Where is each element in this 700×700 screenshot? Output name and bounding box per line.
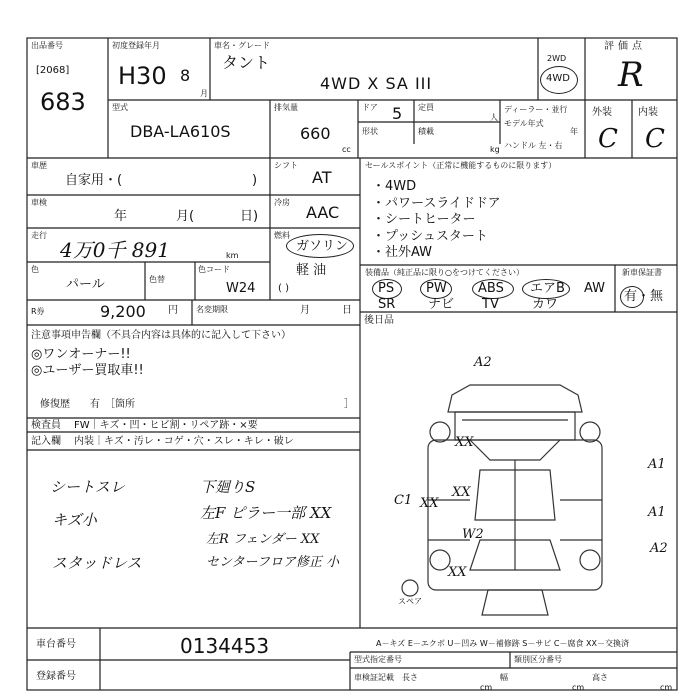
code-legend: A－キズ E－エクボ U－凹み W－補修跡 S－サビ C－腐食 XX－交換済 [376,639,630,648]
equipment-label: 装備品（純正品に限り○をつけてください） [365,268,524,277]
aircon-label: 冷房 [274,198,290,207]
score-ext: C [598,124,618,154]
selling-point: ・社外AW [372,245,433,260]
score-ext-label: 外装 [592,107,612,118]
recycle-unit: 円 [168,305,178,316]
history-value: 自家用・( [65,173,123,188]
chassis-value: 0134453 [180,634,270,658]
equip-abs: ABS [478,281,504,296]
mileage-unit: km [226,251,239,260]
mileage-label: 走行 [31,231,47,240]
doors-label: ドア [362,103,378,112]
car-name: タント [222,53,271,72]
footer-dims: 車検証記載 [354,673,394,682]
diagram-mark: A1 [648,505,666,520]
fuel-paren: ( ) [278,283,289,294]
hand-note-right: 左F ピラー一部 XX [200,504,332,522]
legend-row1: FW｜キズ・凹・ヒビ割・リペア跡・×要 [74,420,258,431]
diagram-spare: スペア [398,597,422,606]
legend-row2: 内装｜キズ・汚レ・コゲ・穴・スレ・キレ・破レ [74,436,294,447]
footer-class-no: 類別区分番号 [514,655,562,664]
color-value: パール [66,277,105,292]
model-label: 型式 [112,103,128,112]
shift-label: シフト [274,161,298,170]
equip-airbag: エアB [530,281,565,296]
warranty-label: 新車保証書 [622,268,662,277]
diagram-mark: C1 [394,493,413,508]
inspection-day: 日) [240,209,259,224]
recycle-limit-label: 名変期限 [196,305,228,314]
first-reg-year: H30 [118,62,167,90]
inspection-year: 年 [114,209,128,224]
score-int: C [645,124,665,154]
footer-type-no: 型式指定番号 [354,655,402,664]
dealer-model-year: モデル年式 [504,119,544,128]
diagram-mark: XX [420,496,439,511]
load-unit: kg [490,145,500,154]
first-reg-label: 初度登録年月 [112,41,160,50]
first-reg-month-unit: 月 [200,89,208,98]
mileage-value: 4万0千 891 [60,238,170,262]
score-value: R [618,55,644,95]
capacity-unit: 人 [490,113,498,122]
equip-ps: PS [378,281,395,296]
selling-point: ・シートヒーター [372,212,476,227]
car-grade: 4WD X SA III [320,74,433,93]
fuel-diesel: 軽 油 [296,263,327,278]
inspection-label: 車検 [31,198,47,207]
legend-label2: 記入欄 [31,436,61,447]
hand-note-left: スタッドレス [52,554,142,572]
recycle-value: 9,200 [100,302,146,321]
dealer-handle: ハンドル 左・右 [504,141,563,150]
recycle-label: R券 [31,307,45,316]
fuel-label: 燃料 [274,231,290,240]
hand-note-right: 左R フェンダー XX [206,532,320,547]
footer-cm: cm [572,683,585,692]
displacement-value: 660 [300,124,331,143]
dealer-label: ディーラー・並行 [504,105,568,114]
doors-value: 5 [392,104,403,123]
notes-item: ◎ユーザー買取車!! [31,363,144,378]
history-label: 車歴 [31,161,47,170]
first-reg-month: 8 [180,66,191,85]
drive-4wd: 4WD [546,73,570,84]
repair-close: ］ [344,399,354,410]
footer-length: 長さ [402,673,418,682]
notes-label: 注意事項申告欄（不具合内容は具体的に記入して下さい） [31,330,291,341]
capacity-label: 定員 [418,103,434,112]
hand-note-left: キズ小 [52,511,97,529]
repair-label: 修復歴 有 ［箇所 [40,399,135,410]
diagram-mark: XX [452,485,471,500]
model-value: DBA-LA610S [130,122,231,141]
hand-note-right: センターフロア修正 小 [206,555,339,570]
equip-navi: ナビ [428,297,455,312]
history-close: ) [252,173,258,188]
selling-point: ・プッシュスタート [372,229,488,244]
drive-2wd: 2WD [547,54,567,63]
shift-value: AT [312,168,332,187]
aircon-value: AAC [306,203,340,222]
footer-width: 幅 [500,673,508,682]
equip-aw: AW [584,281,606,296]
shape-label: 形状 [362,127,378,136]
equip-tv: TV [482,297,499,312]
inspection-month: 月( [176,209,195,224]
hand-note-right: 下廻りS [200,478,256,496]
legend-label1: 検査員 [31,420,61,431]
dealer-year-unit: 年 [570,127,578,136]
footer-height: 高さ [592,673,608,682]
equip-leather: カワ [532,297,559,312]
hand-note-left: シートスレ [50,478,125,496]
footer-cm: cm [660,683,673,692]
recycle-day: 日 [342,305,352,316]
warranty-value: 有・無 [624,289,664,304]
diagram-mark: A1 [648,457,666,472]
color-no-label: 色替 [149,275,165,284]
diagram-mark: A2 [474,355,492,370]
score-int-label: 内装 [638,107,658,118]
diagram-mark: XX [448,565,467,580]
diagram-mark: XX [455,435,474,450]
equip-sr: SR [378,297,396,312]
score-label: 評価点 [604,41,646,52]
later-label: 後日品 [364,315,394,326]
registration-label: 登録番号 [36,671,76,682]
diagram-mark: A2 [650,541,668,556]
car-label: 車名・グレード [214,41,270,50]
notes-item: ◎ワンオーナー!! [31,347,131,362]
displacement-unit: cc [342,145,351,154]
chassis-label: 車台番号 [36,639,76,650]
footer-cm: cm [480,683,493,692]
displacement-label: 排気量 [274,103,298,112]
lot-label: 出品番号 [31,41,63,50]
color-label: 色 [31,265,39,274]
selling-label: セールスポイント（正常に機能するものに限ります） [365,161,557,170]
lot-number: 683 [40,88,86,116]
fuel-gas: ガソリン [296,239,349,254]
selling-point: ・4WD [372,179,417,194]
recycle-month: 月 [300,305,310,316]
color-code: W24 [226,281,256,296]
diagram-mark: W2 [462,527,484,542]
color-code-label: 色コード [198,265,230,274]
load-label: 積載 [418,127,434,136]
selling-point: ・パワースライドドア [372,196,501,211]
equip-pw: PW [426,281,447,296]
lot-sub: [2068] [36,65,70,76]
